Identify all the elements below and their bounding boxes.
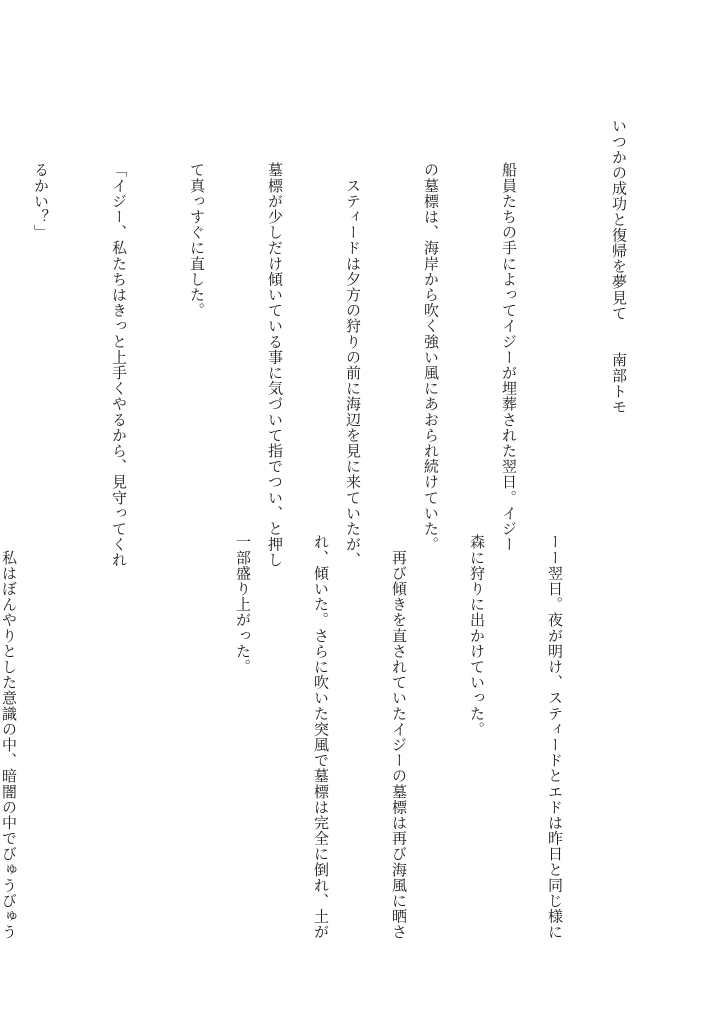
story-title: いつかの成功と復帰を夢見て xyxy=(610,118,628,321)
blank-line xyxy=(74,534,100,954)
author-name: 南部トモ xyxy=(610,352,628,415)
blank-line xyxy=(152,534,178,954)
text-line: スティードは夕方の狩りの前に海辺を見に来ていたが、 xyxy=(344,162,362,568)
upper-text-block xyxy=(0,162,574,568)
text-line: 「イジー、私たちはきっと上手くやるから、見守ってくれ xyxy=(110,162,128,568)
text-line: 船員たちの手によってイジーが埋葬された翌日。イジー xyxy=(500,162,518,552)
text-line: ーー翌日。夜が明け、スティードとエドは昨日と同じ様に xyxy=(546,534,564,940)
text-line: て真っすぐに直した。 xyxy=(188,162,206,318)
text-line: れ、傾いた。さらに吹いた突風で墓標は完全に倒れ、土が xyxy=(312,534,330,940)
text-line: 私はぼんやりとした意識の中、暗闇の中でびゅうびゅう xyxy=(0,534,18,940)
text-line: 墓標が少しだけ傾いている事に気づいて指でつい、と押し xyxy=(266,162,284,568)
lower-text-block xyxy=(0,534,620,954)
text-line: 森に狩りに出かけていった。 xyxy=(468,534,486,737)
text-line: 一部盛り上がった。 xyxy=(234,534,252,675)
text-line: 再び傾きを直されていたイジーの墓標は再び海風に晒さ xyxy=(390,534,408,940)
text-line: の墓標は、海岸から吹く強い風にあおられ続けていた。 xyxy=(422,162,440,552)
text-line: るかい？」 xyxy=(32,162,50,240)
